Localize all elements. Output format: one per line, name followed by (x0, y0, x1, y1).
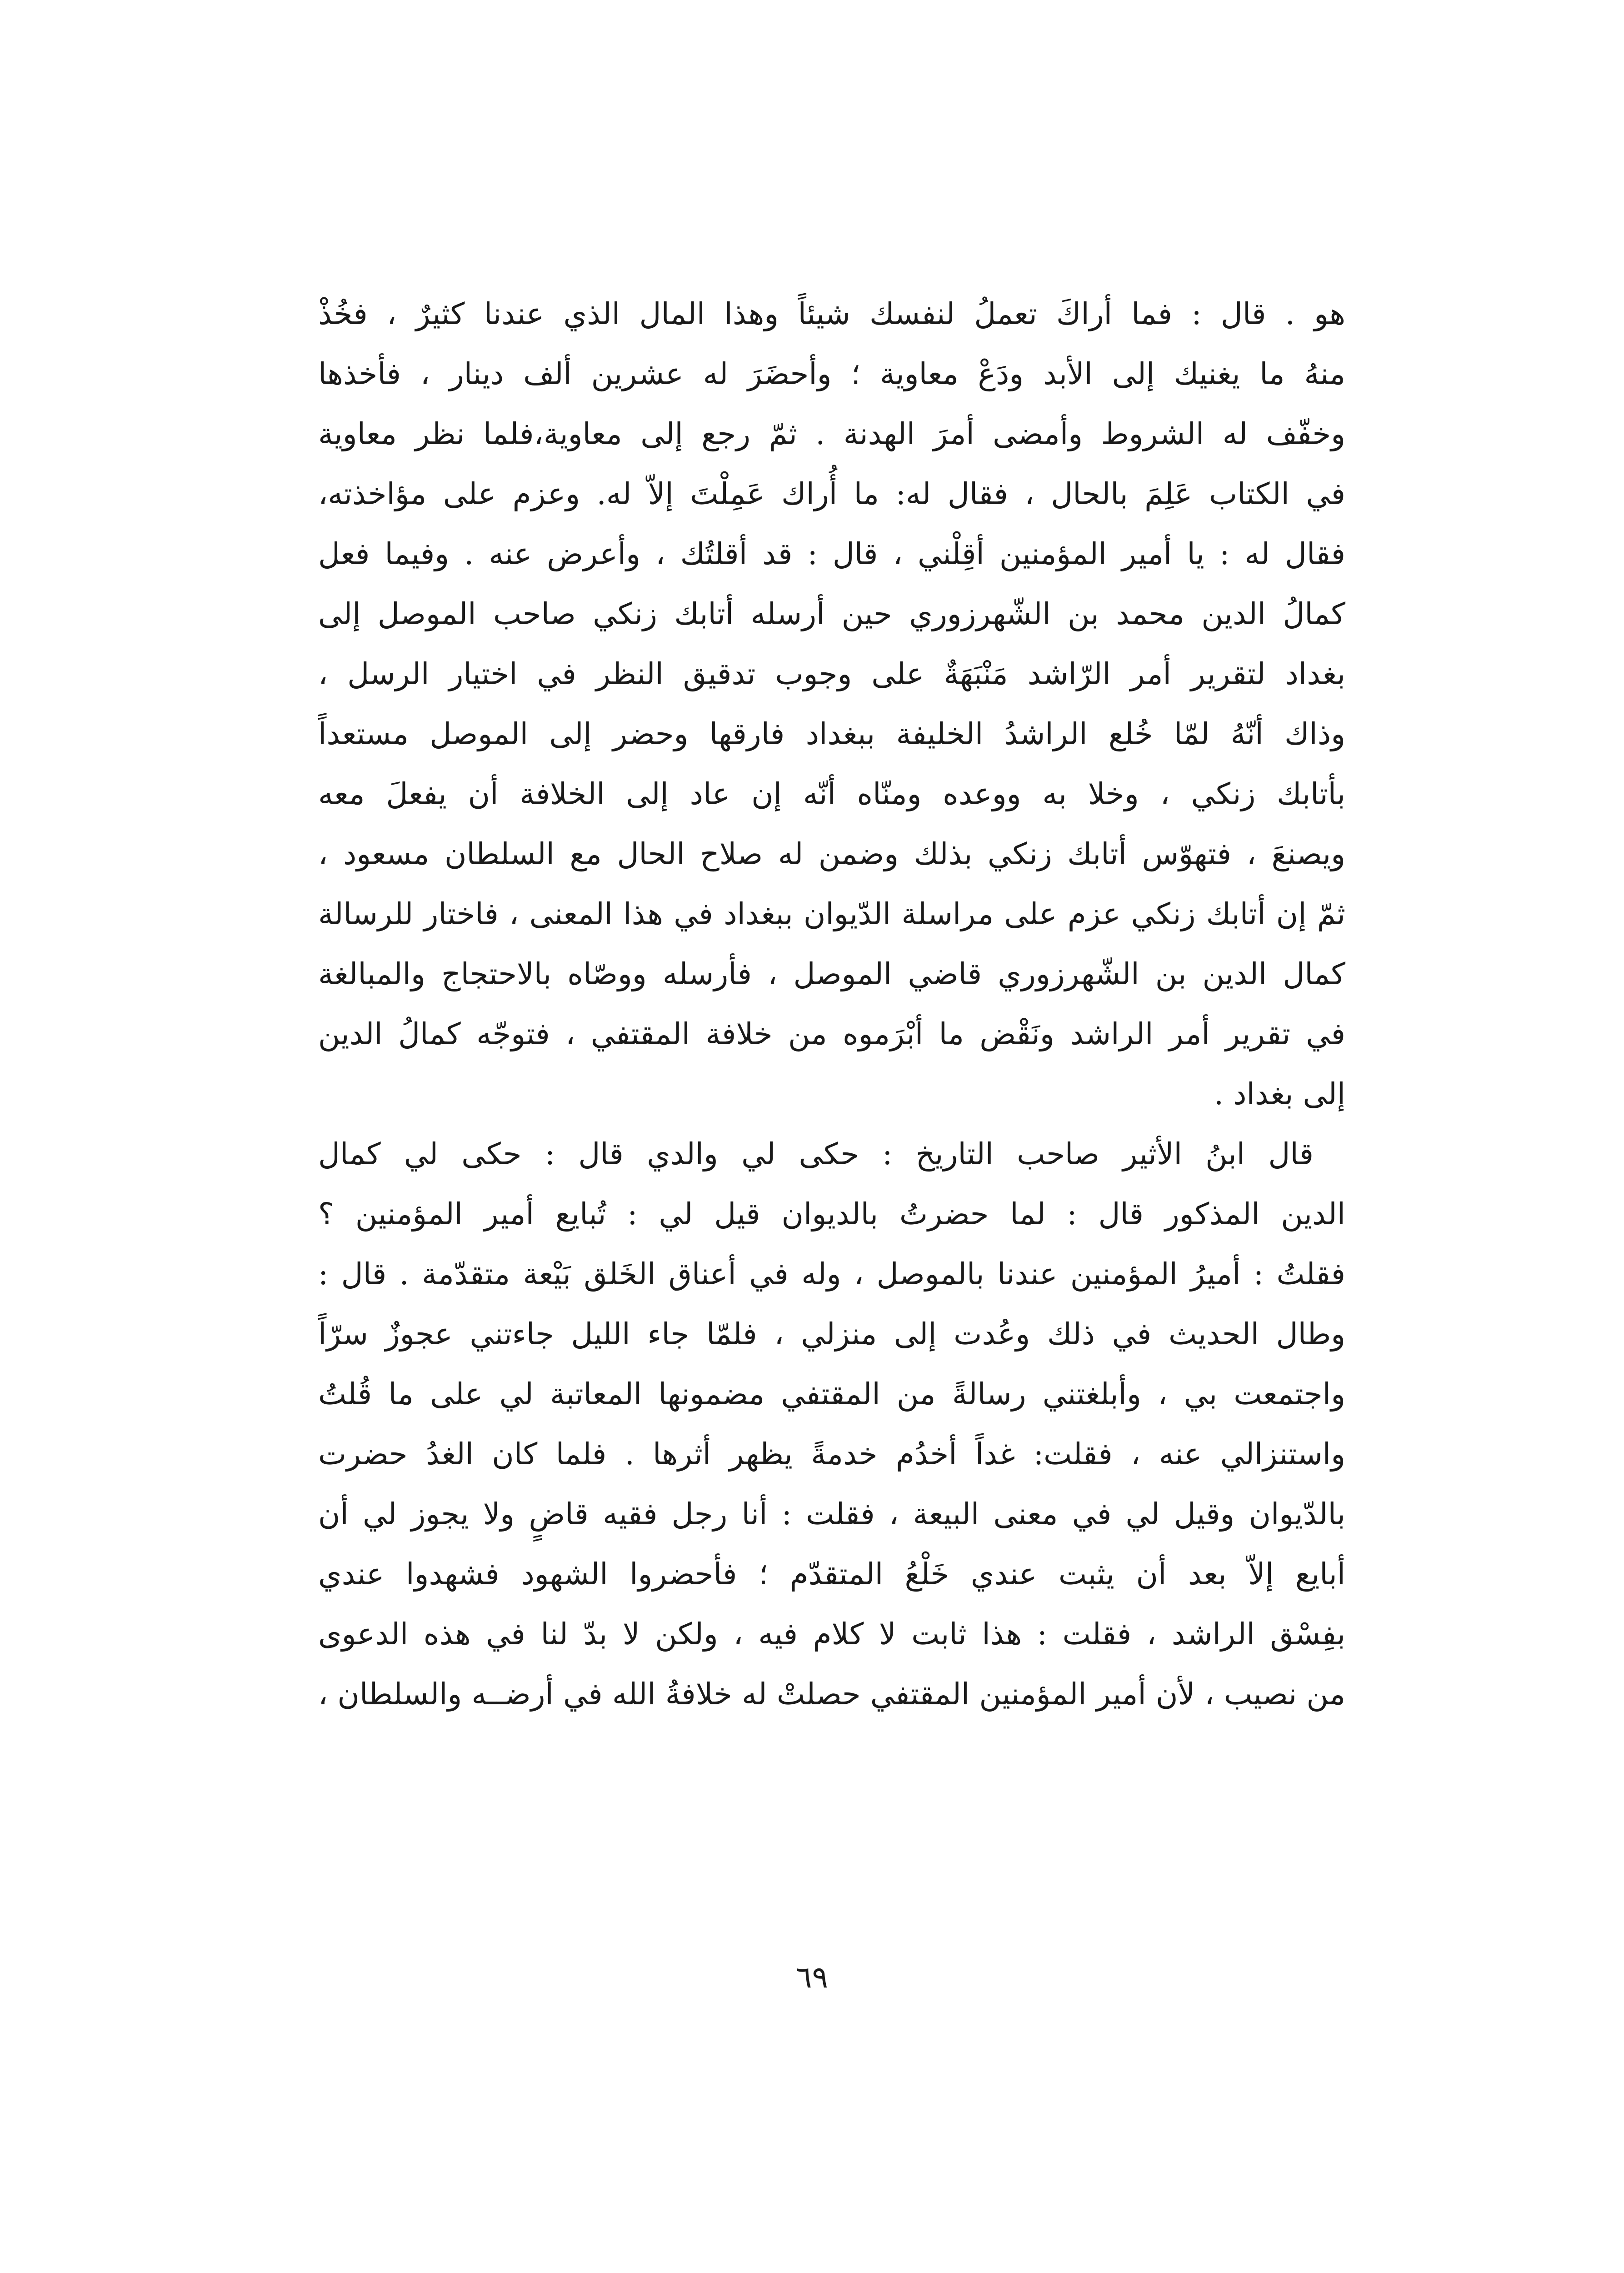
text-line: بفِسْق الراشد ، فقلت : هذا ثابت لا كلام فيه ، ولكن لا بدّ لنا في هذه الدعوى (318, 1617, 1345, 1652)
text-line: واجتمعت بي ، وأبلغتني رسالةً من المقتفي مضمونها المعاتبة لي على ما قُلتُ (318, 1377, 1345, 1412)
text-line: في تقرير أمر الراشد ونَقْض ما أبْرَموه من خلافة المقتفي ، فتوجّه كمالُ الدين (318, 1016, 1345, 1051)
text-line: وطال الحديث في ذلك وعُدت إلى منزلي ، فلمّا جاء الليل جاءتني عجوزٌ سرّاً (318, 1317, 1345, 1352)
main-text (318, 284, 1345, 1724)
text-line: واستنزالي عنه ، فقلت: غداً أخدُم خدمةً يظهر أثرها . فلما كان الغدُ حضرت (318, 1437, 1345, 1472)
text-line: منهُ ما يغنيك إلى الأبد ودَعْ معاوية ؛ وأحضَرَ له عشرين ألف دينار ، فأخذها (318, 356, 1345, 391)
text-line: ويصنعَ ، فتهوّس أتابك زنكي بذلك وضمن له صلاح الحال مع السلطان مسعود ، (318, 836, 1345, 871)
text-line: أبايع إلاّ بعد أن يثبت عندي خَلْعُ المتقدّم ؛ فأحضروا الشهود فشهدوا عندي (318, 1557, 1345, 1592)
text-line: قال ابنُ الأثير صاحب التاريخ : حكى لي والدي قال : حكى لي كمال (318, 1136, 1314, 1172)
text-line: بغداد لتقرير أمر الرّاشد مَنْبَهَةٌ على وجوب تدقيق النظر في اختيار الرسل ، (318, 656, 1345, 691)
paragraph-1 (318, 284, 1345, 1124)
text-line: فقلتُ : أميرُ المؤمنين عندنا بالموصل ، وله في أعناق الخَلق بَيْعة متقدّمة . قال : (318, 1257, 1345, 1292)
text-line: وذاك أنّهُ لمّا خُلع الراشدُ الخليفة ببغداد فارقها وحضر إلى الموصل مستعداً (318, 716, 1345, 751)
text-line: فقال له : يا أمير المؤمنين أقِلْني ، قال : قد أقلتُك ، وأعرض عنه . وفيما فعل (318, 536, 1345, 571)
text-line: إلى بغداد . (1214, 1076, 1345, 1111)
text-line: وخفّف له الشروط وأمضى أمرَ الهدنة . ثمّ رجع إلى معاوية،فلما نظر معاوية (318, 416, 1345, 451)
text-line: بالدّيوان وقيل لي في معنى البيعة ، فقلت : أنا رجل فقيه قاضٍ ولا يجوز لي أن (318, 1497, 1345, 1532)
text-line: كمالُ الدين محمد بن الشّهرزوري حين أرسله أتابك زنكي صاحب الموصل إلى (318, 596, 1345, 631)
text-line: في الكتاب عَلِمَ بالحال ، فقال له: ما أُراك عَمِلْتَ إلاّ له. وعزم على مؤاخذته، (318, 476, 1345, 511)
text-line: بأتابك زنكي ، وخلا به ووعده ومنّاه أنّه إن عاد إلى الخلافة أن يفعلَ معه (318, 776, 1345, 811)
paragraph-2 (318, 1124, 1345, 1724)
text-line: هو . قال : فما أراكَ تعملُ لنفسك شيئاً وهذا المال الذي عندنا كثيرٌ ، فخُذْ (318, 296, 1345, 331)
text-line: من نصيب ، لأن أمير المؤمنين المقتفي حصلتْ له خلافةُ الله في أرضــه والسلطان ، (318, 1677, 1345, 1712)
text-line: كمال الدين بن الشّهرزوري قاضي الموصل ، فأرسله ووصّاه بالاحتجاج والمبالغة (318, 956, 1345, 991)
text-line: ثمّ إن أتابك زنكي عزم على مراسلة الدّيوان ببغداد في هذا المعنى ، فاختار للرسالة (318, 896, 1345, 931)
text-line: الدين المذكور قال : لما حضرتُ بالديوان قيل لي : تُبايع أمير المؤمنين ؟ (318, 1197, 1345, 1232)
page-number: ٦٩ (796, 1960, 828, 1995)
